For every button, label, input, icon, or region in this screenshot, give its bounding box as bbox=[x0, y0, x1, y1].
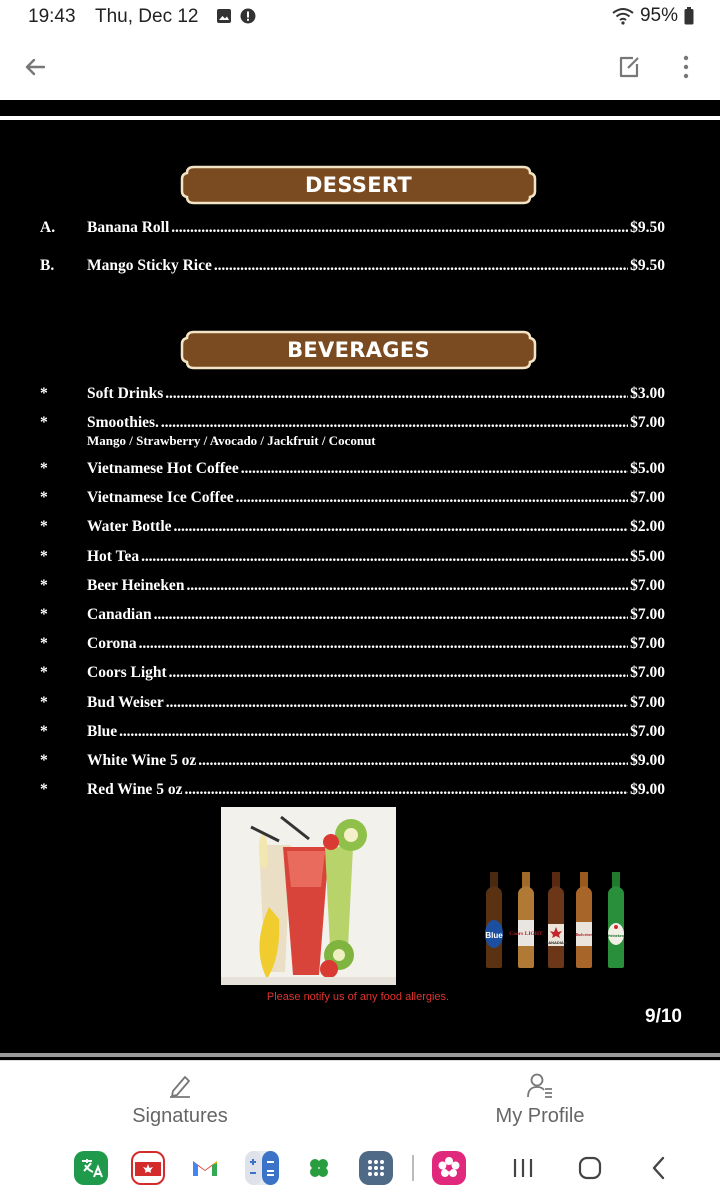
back-nav-icon[interactable] bbox=[646, 1154, 672, 1182]
status-right bbox=[612, 5, 694, 27]
menu-item-row bbox=[40, 723, 665, 745]
tab-signatures[interactable] bbox=[0, 1061, 360, 1141]
item-name: Vietnamese Hot Coffee bbox=[87, 460, 239, 477]
dot-leader bbox=[241, 460, 628, 478]
wifi-icon bbox=[612, 7, 634, 25]
item-marker: * bbox=[40, 385, 48, 402]
beer-label: Budweiser bbox=[575, 933, 593, 937]
item-marker: * bbox=[40, 723, 48, 740]
status-time: 19:43 bbox=[28, 6, 76, 27]
item-price: $9.00 bbox=[630, 781, 665, 798]
item-marker: * bbox=[40, 752, 48, 769]
battery-icon bbox=[684, 7, 694, 25]
alert-notification-icon bbox=[240, 8, 256, 24]
dot-leader bbox=[169, 664, 628, 682]
item-name: Canadian bbox=[87, 606, 152, 623]
tab-label: My Profile bbox=[495, 1105, 585, 1127]
item-name: Beer Heineken bbox=[87, 577, 185, 594]
item-note: Mango / Strawberry / Avocado / Jackfruit / Coconut bbox=[87, 433, 376, 448]
item-marker: B. bbox=[40, 257, 55, 274]
item-price: $9.00 bbox=[630, 752, 665, 769]
item-marker: * bbox=[40, 489, 48, 506]
beer-bottle bbox=[485, 872, 503, 968]
menu-item-row bbox=[40, 489, 665, 511]
item-name: Vietnamese Ice Coffee bbox=[87, 489, 234, 506]
item-marker: * bbox=[40, 548, 48, 565]
navigation-dock bbox=[0, 1140, 720, 1200]
item-marker: * bbox=[40, 414, 48, 431]
beer-bottles-photo bbox=[480, 870, 635, 970]
item-marker: * bbox=[40, 635, 48, 652]
dot-leader bbox=[139, 635, 628, 653]
dot-leader bbox=[198, 752, 628, 770]
signature-pen-icon bbox=[167, 1071, 193, 1099]
item-marker: * bbox=[40, 577, 48, 594]
beer-label: Blue bbox=[485, 931, 503, 940]
item-price: $7.00 bbox=[630, 414, 665, 431]
smoothie-photo bbox=[221, 807, 396, 985]
item-name: Soft Drinks bbox=[87, 385, 164, 402]
item-name: Hot Tea bbox=[87, 548, 140, 565]
tab-label: Signatures bbox=[132, 1105, 228, 1127]
item-marker: * bbox=[40, 606, 48, 623]
item-price: $2.00 bbox=[630, 518, 665, 535]
translate-app-icon[interactable] bbox=[74, 1151, 108, 1185]
beer-bottle bbox=[545, 872, 566, 968]
dot-leader bbox=[171, 219, 628, 237]
section-title: DESSERT bbox=[304, 173, 413, 197]
section-banner-dessert bbox=[180, 165, 537, 205]
dot-leader bbox=[214, 257, 628, 275]
notification-icons bbox=[216, 8, 256, 24]
item-name: Bud Weiser bbox=[87, 694, 164, 711]
dot-leader bbox=[154, 606, 629, 624]
menu-item-row bbox=[40, 694, 665, 716]
menu-item-row bbox=[40, 385, 665, 407]
dock-divider bbox=[412, 1155, 414, 1181]
item-price: $5.00 bbox=[630, 460, 665, 477]
dot-leader bbox=[119, 723, 628, 741]
gmail-app-icon[interactable] bbox=[188, 1151, 222, 1185]
dot-leader bbox=[141, 548, 628, 566]
app-drawer-icon[interactable] bbox=[359, 1151, 393, 1185]
gallery-notification-icon bbox=[216, 8, 232, 24]
item-marker: * bbox=[40, 694, 48, 711]
beer-bottle bbox=[509, 872, 543, 968]
dot-leader bbox=[166, 694, 628, 712]
home-icon[interactable] bbox=[577, 1154, 603, 1182]
item-name: Blue bbox=[87, 723, 118, 740]
document-page[interactable] bbox=[0, 100, 720, 1060]
more-vert-icon[interactable] bbox=[674, 52, 698, 82]
menu-item-row bbox=[40, 518, 665, 540]
item-name: Water Bottle bbox=[87, 518, 172, 535]
menu-item-row bbox=[40, 257, 665, 279]
menu-item-row bbox=[40, 664, 665, 686]
item-marker: * bbox=[40, 460, 48, 477]
item-marker: * bbox=[40, 664, 48, 681]
menu-item-row bbox=[40, 752, 665, 774]
dot-leader bbox=[236, 489, 629, 507]
bottom-tabs bbox=[0, 1060, 720, 1140]
page-bottom-rule bbox=[0, 1053, 720, 1057]
item-price: $5.00 bbox=[630, 548, 665, 565]
item-price: $7.00 bbox=[630, 723, 665, 740]
dot-leader bbox=[184, 781, 628, 799]
section-title: BEVERAGES bbox=[287, 338, 430, 362]
section-banner-beverages bbox=[180, 330, 537, 370]
beer-label: Heineken bbox=[608, 934, 624, 938]
item-name: Mango Sticky Rice bbox=[87, 257, 212, 274]
beer-bottle bbox=[576, 872, 593, 968]
item-price: $7.00 bbox=[630, 489, 665, 506]
item-price: $7.00 bbox=[630, 664, 665, 681]
canada-app-icon[interactable] bbox=[131, 1151, 165, 1185]
page-top-rule bbox=[0, 116, 720, 120]
item-name: Corona bbox=[87, 635, 137, 652]
dot-leader bbox=[165, 385, 628, 403]
menu-item-row bbox=[40, 577, 665, 599]
item-price: $9.50 bbox=[630, 257, 665, 274]
item-marker: A. bbox=[40, 219, 56, 236]
item-name: Banana Roll bbox=[87, 219, 170, 236]
item-marker: * bbox=[40, 518, 48, 535]
item-price: $7.00 bbox=[630, 635, 665, 652]
item-marker: * bbox=[40, 781, 48, 798]
item-name: Coors Light bbox=[87, 664, 167, 681]
item-name: Red Wine 5 oz bbox=[87, 781, 183, 798]
profile-icon bbox=[526, 1071, 554, 1099]
menu-item-row bbox=[40, 781, 665, 803]
calculator-app-icon[interactable] bbox=[245, 1151, 279, 1185]
item-price: $7.00 bbox=[630, 694, 665, 711]
open-external-icon[interactable] bbox=[614, 52, 644, 82]
app-bar bbox=[0, 34, 720, 100]
menu-item-row bbox=[40, 219, 665, 241]
menu-item-row bbox=[40, 460, 665, 482]
menu-item-row bbox=[40, 606, 665, 628]
item-name: White Wine 5 oz bbox=[87, 752, 197, 769]
item-price: $7.00 bbox=[630, 577, 665, 594]
clover-app-icon[interactable] bbox=[302, 1151, 336, 1185]
status-date: Thu, Dec 12 bbox=[95, 6, 199, 27]
menu-item-row bbox=[40, 548, 665, 570]
beer-bottle bbox=[608, 872, 624, 968]
menu-item-row bbox=[40, 635, 665, 657]
item-price: $7.00 bbox=[630, 606, 665, 623]
beer-label: CANADIAN bbox=[545, 940, 567, 945]
battery-percent: 95% bbox=[639, 5, 678, 26]
dot-leader bbox=[161, 414, 628, 432]
dot-leader bbox=[174, 518, 629, 536]
item-price: $9.50 bbox=[630, 219, 665, 236]
item-price: $3.00 bbox=[630, 385, 665, 402]
tab-my-profile[interactable] bbox=[360, 1061, 720, 1141]
flower-app-icon[interactable] bbox=[432, 1151, 466, 1185]
dot-leader bbox=[186, 577, 628, 595]
status-bar bbox=[0, 0, 720, 34]
recents-icon[interactable] bbox=[510, 1154, 536, 1182]
item-name: Smoothies. bbox=[87, 414, 159, 431]
allergy-note: Please notify us of any food allergies. bbox=[266, 991, 450, 1003]
beer-label: Coors LIGHT bbox=[509, 931, 543, 937]
page-indicator: 9/10 bbox=[645, 1006, 682, 1027]
back-arrow-icon[interactable] bbox=[20, 52, 50, 82]
